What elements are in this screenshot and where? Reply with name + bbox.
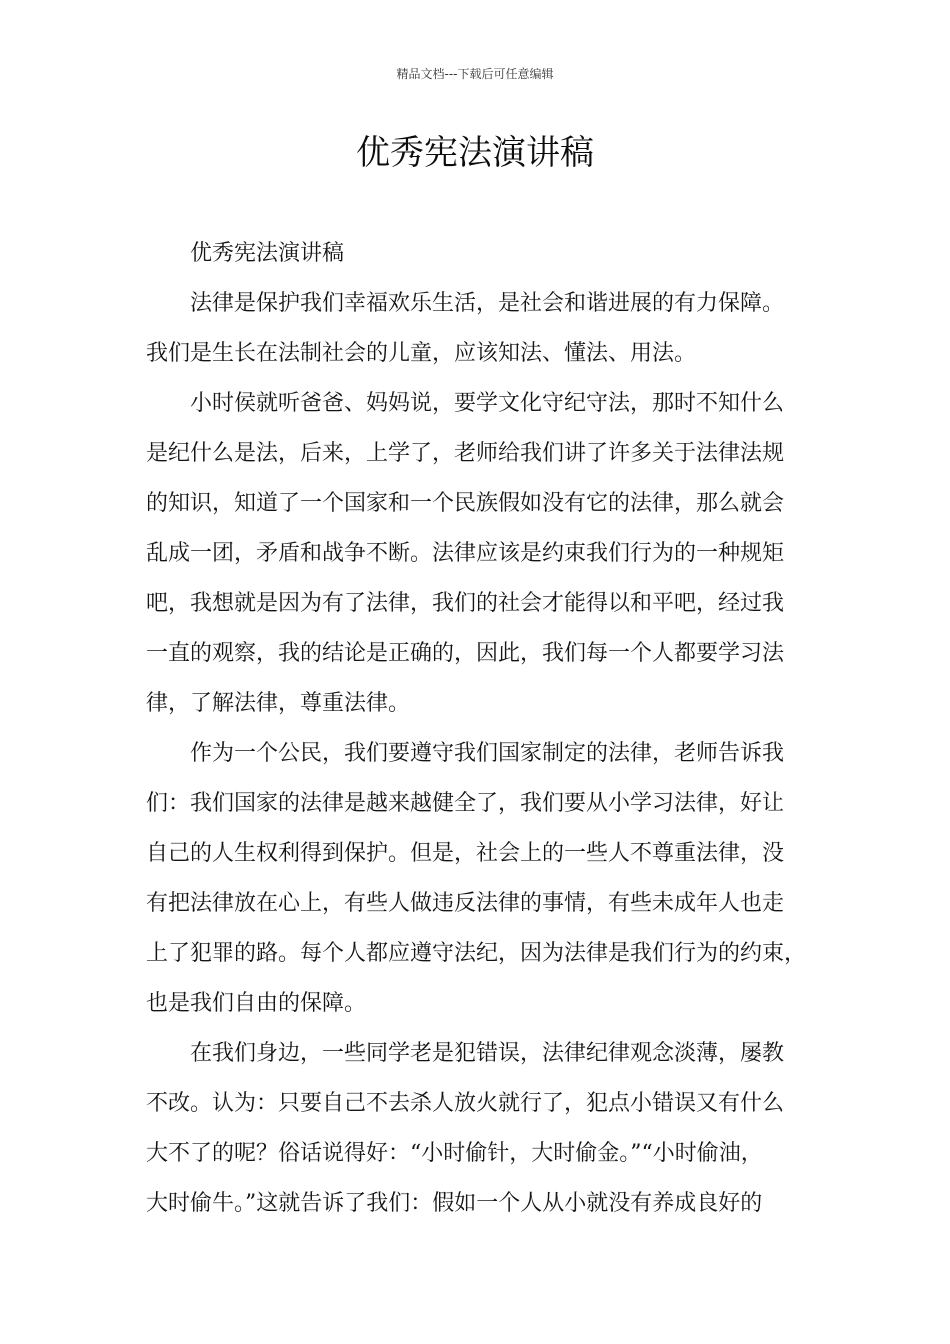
document-body (146, 229, 822, 1229)
body-line: 是纪什么是法，后来，上学了，老师给我们讲了许多关于法律法规 (146, 441, 785, 466)
body-line: 不改。认为：只要自己不去杀人放火就行了，犯点小错误又有什么 (146, 1091, 785, 1116)
body-line: 自己的人生权利得到保护。但是，社会上的一些人不尊重法律，没 (146, 841, 785, 866)
body-line: 有把法律放在心上，有些人做违反法律的事情，有些未成年人也走 (146, 891, 785, 916)
body-line: 吧，我想就是因为有了法律，我们的社会才能得以和平吧，经过我 (146, 591, 785, 616)
body-line: 大时偷牛。”这就告诉了我们：假如一个人从小就没有养成良好的 (146, 1191, 763, 1216)
body-line: 一直的观察，我的结论是正确的，因此，我们每一个人都要学习法 (146, 641, 785, 666)
body-line: 律，了解法律，尊重法律。 (146, 691, 411, 716)
body-line: 们：我们国家的法律是越来越健全了，我们要从小学习法律，好让 (146, 791, 785, 816)
page-title: 优秀宪法演讲稿 (356, 133, 594, 173)
body-line: 大不了的呢？俗话说得好：“小时偷针，大时偷金。”“小时偷油， (146, 1141, 763, 1166)
body-line: 在我们身边，一些同学老是犯错误，法律纪律观念淡薄，屡教 (190, 1041, 785, 1066)
body-line: 我们是生长在法制社会的儿童，应该知法、懂法、用法。 (146, 341, 697, 366)
page-watermark: 精品文档---下载后可任意编辑 (396, 67, 554, 81)
body-line: 法律是保护我们幸福欢乐生活，是社会和谐进展的有力保障。 (190, 291, 785, 316)
body-line: 的知识，知道了一个国家和一个民族假如没有它的法律，那么就会 (146, 491, 785, 516)
body-line: 优秀宪法演讲稿 (190, 241, 345, 266)
body-line: 乱成一团，矛盾和战争不断。法律应该是约束我们行为的一种规矩 (146, 541, 785, 566)
body-line: 上了犯罪的路。每个人都应遵守法纪，因为法律是我们行为的约束， (146, 941, 807, 966)
body-line: 作为一个公民，我们要遵守我们国家制定的法律，老师告诉我 (190, 741, 785, 766)
body-line: 也是我们自由的保障。 (146, 991, 367, 1016)
body-line: 小时侯就听爸爸、妈妈说，要学文化守纪守法，那时不知什么 (190, 391, 785, 416)
